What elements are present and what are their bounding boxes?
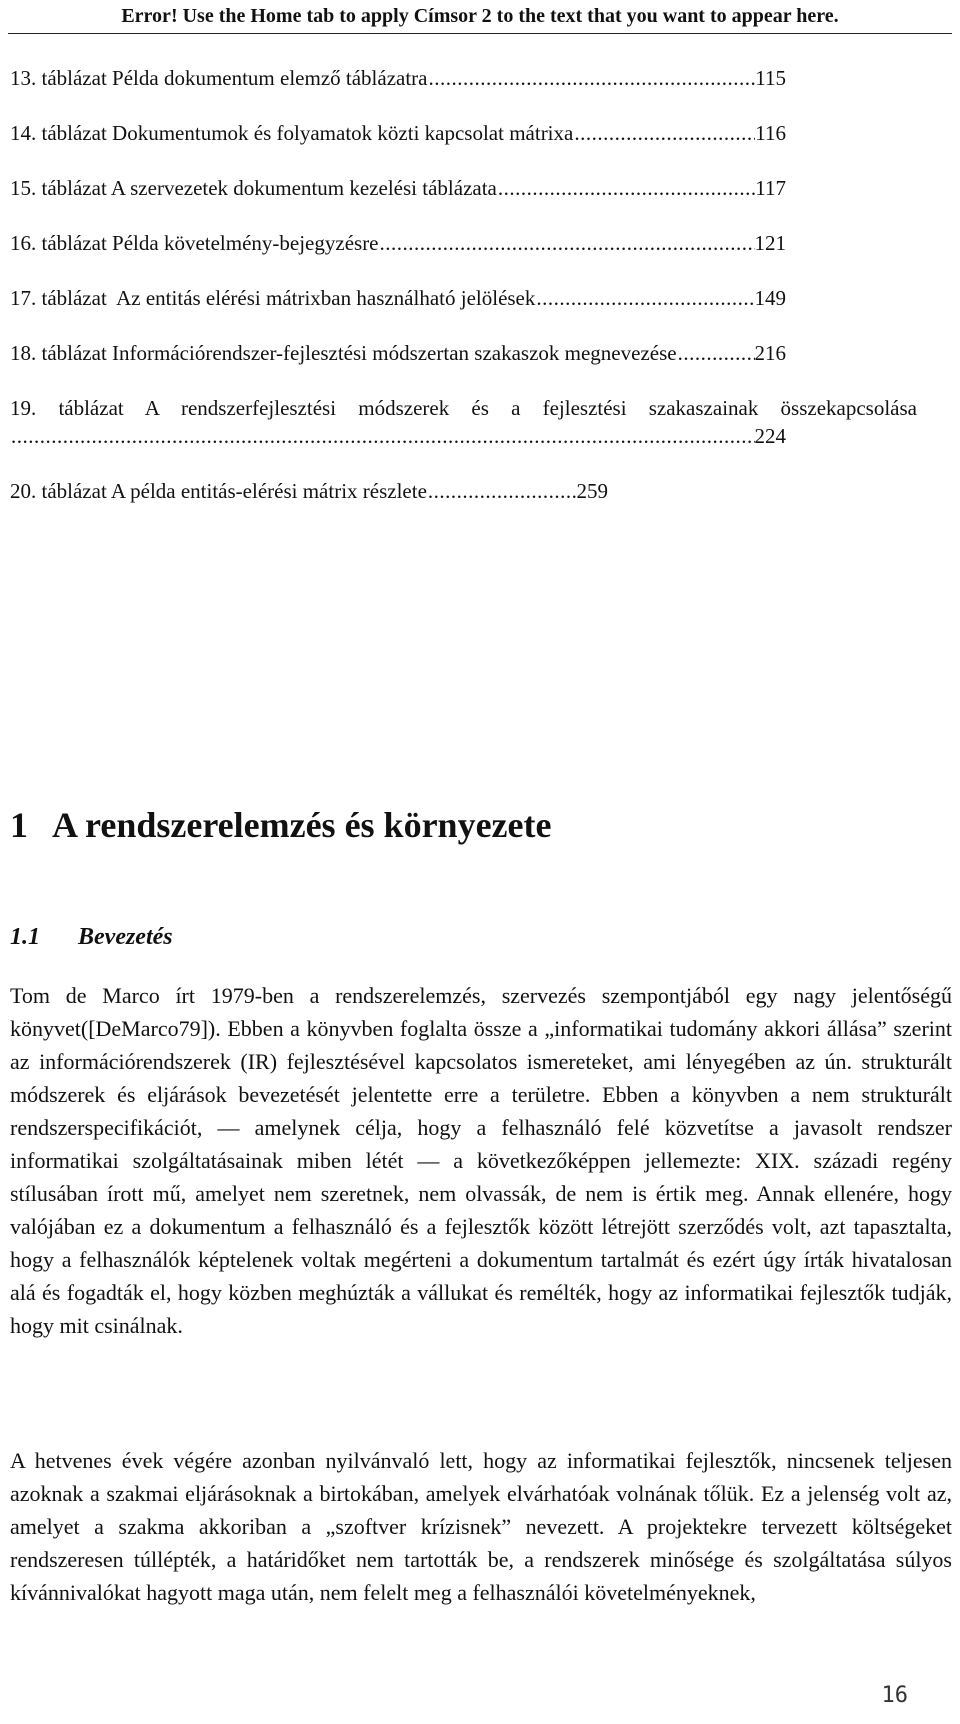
toc-leader-dots	[573, 119, 755, 147]
toc-entry-label: 19. táblázat A rendszerfejlesztési módszerek és a fejlesztési szakaszainak összekapcsolása	[10, 396, 917, 420]
toc-entry-label: 13. táblázat Példa dokumentum elemző táblázatra	[10, 66, 428, 90]
toc-leader-dots	[427, 477, 577, 505]
chapter-heading	[10, 803, 551, 847]
toc-entry-label: 20. táblázat A példa entitás-elérési mátrix részlete	[10, 479, 427, 503]
toc-entry-page: 259	[576, 479, 608, 503]
toc-entry-page: 117	[755, 176, 786, 200]
toc-entry[interactable]	[10, 394, 917, 450]
toc-entry[interactable]	[10, 284, 786, 312]
toc-entry-label: 15. táblázat A szervezetek dokumentum kezelési táblázata	[10, 176, 497, 200]
table-list	[10, 64, 917, 532]
toc-entry[interactable]	[10, 477, 608, 505]
toc-entry-page: 216	[754, 341, 786, 365]
body-paragraph: A hetvenes évek végére azonban nyilvánvaló lett, hogy az informatikai fejlesztők, nincsenek teljesen azoknak a szakmai eljárásoknak a birtokában, amelyek elvárhatóak volnának tőlük. Ez a jelenség volt az, amelyet a szakma akkoriban a „szoftver krízisnek” nevezett. A projektekre tervezett költségeket rendszeresen túllépték, a határidőket nem tartották be, a rendszerek minősége és szolgáltatása súlyos kívánnivalókat hagyott maga után, nem felelt meg a felhasználói követelményeknek,	[10, 1448, 952, 1605]
toc-leader-dots	[428, 64, 756, 92]
toc-entry[interactable]	[10, 174, 786, 202]
toc-entry-page: 149	[754, 286, 786, 310]
header-rule	[8, 33, 952, 34]
toc-entry-page: 116	[755, 121, 786, 145]
toc-entry-page: 224	[754, 424, 786, 448]
toc-leader-dots	[10, 422, 755, 450]
running-header: Error! Use the Home tab to apply Címsor 2 to the text that you want to appear here.	[121, 5, 839, 27]
chapter-number: 1	[10, 805, 28, 845]
toc-entry[interactable]	[10, 339, 786, 367]
toc-entry-label: 18. táblázat Információrendszer-fejlesztési módszertan szakaszok megnevezése	[10, 341, 677, 365]
chapter-title: A rendszerelemzés és környezete	[52, 805, 552, 845]
section-title: Bevezetés	[78, 924, 173, 950]
toc-entry-label: 16. táblázat Példa követelmény-bejegyzésre	[10, 231, 379, 255]
toc-leader-dots	[497, 174, 755, 202]
toc-entry-page: 121	[754, 231, 786, 255]
toc-entry[interactable]	[10, 64, 786, 92]
toc-leader-dots	[535, 284, 754, 312]
toc-leader-dots	[379, 229, 755, 257]
toc-entry-page: 115	[755, 66, 786, 90]
body-paragraph: Tom de Marco írt 1979-ben a rendszerelemzés, szervezés szempontjából egy nagy jelentőségű könyvet([DeMarco79]). Ebben a könyvben foglalta össze a „informatikai tudomány akkori állása” szerint az információrendszerek (IR) fejlesztésével kapcsolatos ismereteket, ami lényegében az ún. strukturált módszerek és eljárások bevezetését jelentette erre a területre. Ebben a könyvben a nem strukturált rendszerspecifikációt, — amelynek célja, hogy a felhasználó felé közvetítse a javasolt rendszer informatikai szolgáltatásainak miben létét — a következőképpen jellemezte: XIX. századi regény stílusában írott mű, amelyet nem szeretnek, nem olvassák, de nem is értik meg. Annak ellenére, hogy valójában ez a dokumentum a felhasználó és a fejlesztők között létrejött szerződés volt, azt tapasztalta, hogy a felhasználók képtelenek voltak megérteni a dokumentum tartalmát és ezért úgy írták hivatalosan alá és fogadták el, hogy közben meghúzták a vállukat és remélték, hogy az informatikai fejlesztők tudják, hogy mit csinálnak.	[10, 983, 952, 1338]
toc-entry[interactable]	[10, 119, 786, 147]
toc-entry-label: 14. táblázat Dokumentumok és folyamatok közti kapcsolat mátrixa	[10, 121, 574, 145]
toc-leader-dots	[677, 339, 755, 367]
toc-entry[interactable]	[10, 229, 786, 257]
toc-entry-label: 17. táblázat Az entitás elérési mátrixban használható jelölések	[10, 286, 536, 310]
section-heading	[10, 922, 173, 952]
page-number: 16	[881, 1683, 908, 1708]
section-number: 1.1	[10, 924, 40, 950]
